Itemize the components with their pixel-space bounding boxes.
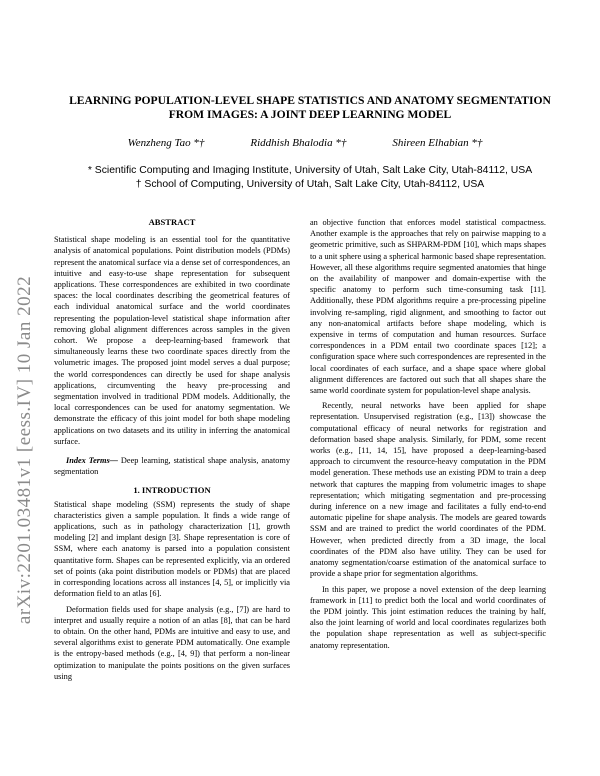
author-list (60, 137, 550, 149)
author-name: Wenzheng Tao *† (127, 137, 205, 149)
arxiv-stamp: arXiv:2201.03481v1 [eess.IV] 10 Jan 2022 (14, 275, 35, 625)
abstract-text: Statistical shape modeling is an essential tool for the quantitative analysis of anatomical populations. Point distribution models (PDMs) represent the anatomical surface via a dense set of correspondences, an intuitive and easy-to-use shape representation for subsequent applications. These correspondences are exhibited in two coordinate spaces: the local coordinates describing the geometrical features of each individual anatomical surface and the world coordinates representing the population-level statistical shape information after removing global alignment differences across samples in the given cohort. We propose a deep-learning-based framework that simultaneously learns these two coordinate spaces directly from the volumetric images. The proposed joint model serves a dual purpose; the world correspondences can directly be used for shape analysis applications, circumventing the heavy pre-processing and segmentation involved in traditional PDM models. Additionally, the local correspondences can be used for anatomy segmentation. We demonstrate the efficacy of this joint model for both shape modeling applications on two datasets and its utility in inferring the anatomical surface. (54, 235, 290, 446)
paper-title (50, 94, 570, 122)
author-name: Shireen Elhabian *† (392, 137, 483, 149)
abstract-heading: ABSTRACT (148, 217, 196, 227)
affiliation-line: * Scientific Computing and Imaging Institute, University of Utah, Salt Lake City, Utah-84112, USA (87, 165, 533, 176)
intro-paragraph: Deformation fields used for shape analysis (e.g., [7]) are hard to interpret and usually require a notion of an atlas [8], that can be hard to obtain. On the other hand, PDMs are intuitive and easy to use, and several algorithms exist to generate PDM automatically. One example is the entropy-based methods (e.g., [4, 9]) that perform a non-linear optimization to manipulate the points positions on the given surfaces using (54, 604, 290, 681)
index-terms-text: Deep learning, statistical shape analysis, anatomy segmentation (54, 456, 291, 477)
title-line-1: LEARNING POPULATION-LEVEL SHAPE STATISTICS AND ANATOMY SEGMENTATION (69, 94, 551, 107)
arxiv-sidebar (10, 240, 40, 660)
index-terms (54, 455, 290, 477)
left-column (54, 217, 290, 686)
body-paragraph: In this paper, we propose a novel extension of the deep learning framework in [11] to predict both the local and world coordinates of the PDM jointly. This joint estimation reduces the training by half, also the joint learning of world and local coordinates regularizes both the population shape representation as well as subject-specific anatomy representation. (310, 584, 546, 650)
title-line-2: FROM IMAGES: A JOINT DEEP LEARNING MODEL (168, 108, 452, 121)
introduction-heading: 1. INTRODUCTION (133, 485, 211, 496)
body-paragraph: an objective function that enforces model statistical compactness. Another example is the approaches that rely on pairwise mapping to a geometric primitive, such as SHPARM-PDM [10], which maps shapes to a unit sphere using a spherical harmonic based shape representation. However, all these algorithms require segmented anatomies that hinge on the availability of manpower and domain-expertise with the specific anatomy to perform such time-consuming task [11]. Additionally, these PDM algorithms require a pre-processing pipeline involving re-sampling, rigid alignment, and smoothing to factor out any non-anatomical artifacts before shape modeling, which is expensive in terms of computation and human resources. Surface correspondences in a PDM entail two coordinate spaces [12]; a configuration space where such correspondences are represented in the local coordinates of each surface, and a shape space where global alignment differences are factored out such that all shapes share the same world coordinate system for population-level shape analysis. (310, 218, 546, 396)
intro-paragraph: Statistical shape modeling (SSM) represents the study of shape characteristics given a sample population. It finds a wide range of applications, such as in pathology characterization [1], growth modeling [2] and implant design [3]. Shape representation is core of SSM, where each anatomy is parsed into a population consistent quantitative form. Shapes can be represented explicitly, via an ordered set of points (aka point distribution models or PDMs) that are placed in corresponding locations across all instances [4, 5], or implicitly via deformation field to an atlas [6]. (54, 499, 290, 599)
affiliation-line: † School of Computing, University of Utah, Salt Lake City, Utah-84112, USA (135, 179, 485, 190)
author-name: Riddhish Bhalodia *† (250, 137, 347, 149)
right-column (310, 217, 546, 655)
body-paragraph: Recently, neural networks have been applied for shape representation. Unsupervised registration (e.g., [13]) showcase the computational efficacy of neural networks for registration and deformation based shape analysis. Similarly, for PDM, some recent works (e.g., [11, 14, 15], have proposed a deep-learning-based approach to circumvent the resource-heavy computation in the PDM model generation. These methods use an existing PDM to train a deep network that captures the mapping from volumetric images to shape representation; which mitigating segmentation and pre-processing during inference on a new image and facilitates a fully end-to-end automatic pipeline for shape analysis. The models are geared towards SSM and are trained to predict the world coordinates of the PDM. However, when predicted directly from a 3D image, the local coordinates of the PDM also have utility. They can be used for anatomy segmentation/coarse estimation of the anatomical surface to provide a shape prior for segmentation algorithms. (310, 401, 546, 579)
affiliations (50, 164, 570, 192)
index-terms-label: Index Terms— (66, 456, 118, 466)
